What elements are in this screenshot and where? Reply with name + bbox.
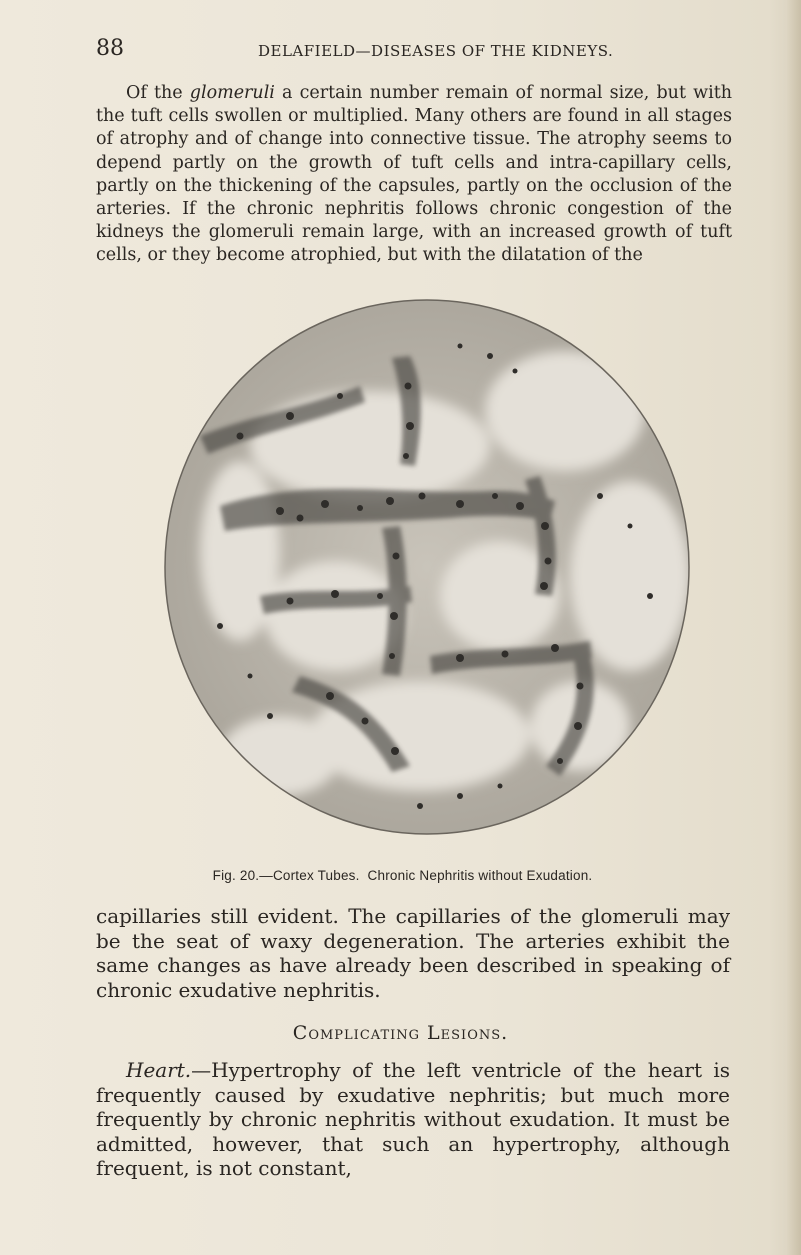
section-heading: Complicating Lesions. xyxy=(292,1022,509,1044)
figure-caption-text: Chronic Nephritis without Exudation. xyxy=(367,868,593,883)
paragraph-glomeruli xyxy=(96,82,732,268)
figure-caption xyxy=(0,868,801,883)
page-header xyxy=(96,36,736,66)
figure-caption-label: Fig. 20.—Cortex Tubes. xyxy=(212,868,360,883)
paragraph-1-before: Of the xyxy=(126,83,190,103)
term-heart: Heart. xyxy=(126,1058,192,1082)
term-glomeruli: glomeruli xyxy=(189,83,275,103)
page-number: 88 xyxy=(96,36,124,61)
paragraph-heart xyxy=(96,1058,730,1181)
paragraph-1-after: a certain number remain of normal size, but with the tuft cells swollen or multiplied. Many others are found in all stages of atrophy and of change into connective tissue. The atrophy seems to depend partly on the growth of tuft cells and intra-capillary cells, partly on the thickening of the capsules, partly on the occlusion of the arteries. If the chronic nephritis follows chronic congestion of the kidneys the glomeruli remain large, with an increased growth of tuft cells, or they become atrophied, but with the dilatation of the xyxy=(96,83,732,266)
page-edge-shadow xyxy=(787,0,801,1255)
paragraph-3-text: —Hypertrophy of the left ventricle of the heart is frequently caused by exudative nephritis; but much more frequently by chronic nephritis without exudation. It must be admitted, however, that such an hypertrophy, although frequent, is not constant, xyxy=(96,1058,730,1180)
running-head: DELAFIELD—DISEASES OF THE KIDNEYS. xyxy=(258,42,614,60)
micrograph-figure xyxy=(160,296,695,838)
paragraph-capillaries: capillaries still evident. The capillaries of the glomeruli may be the seat of waxy degeneration. The arteries exhibit the same changes as have already been described in speaking of chronic exudative nephritis. xyxy=(96,904,730,1002)
